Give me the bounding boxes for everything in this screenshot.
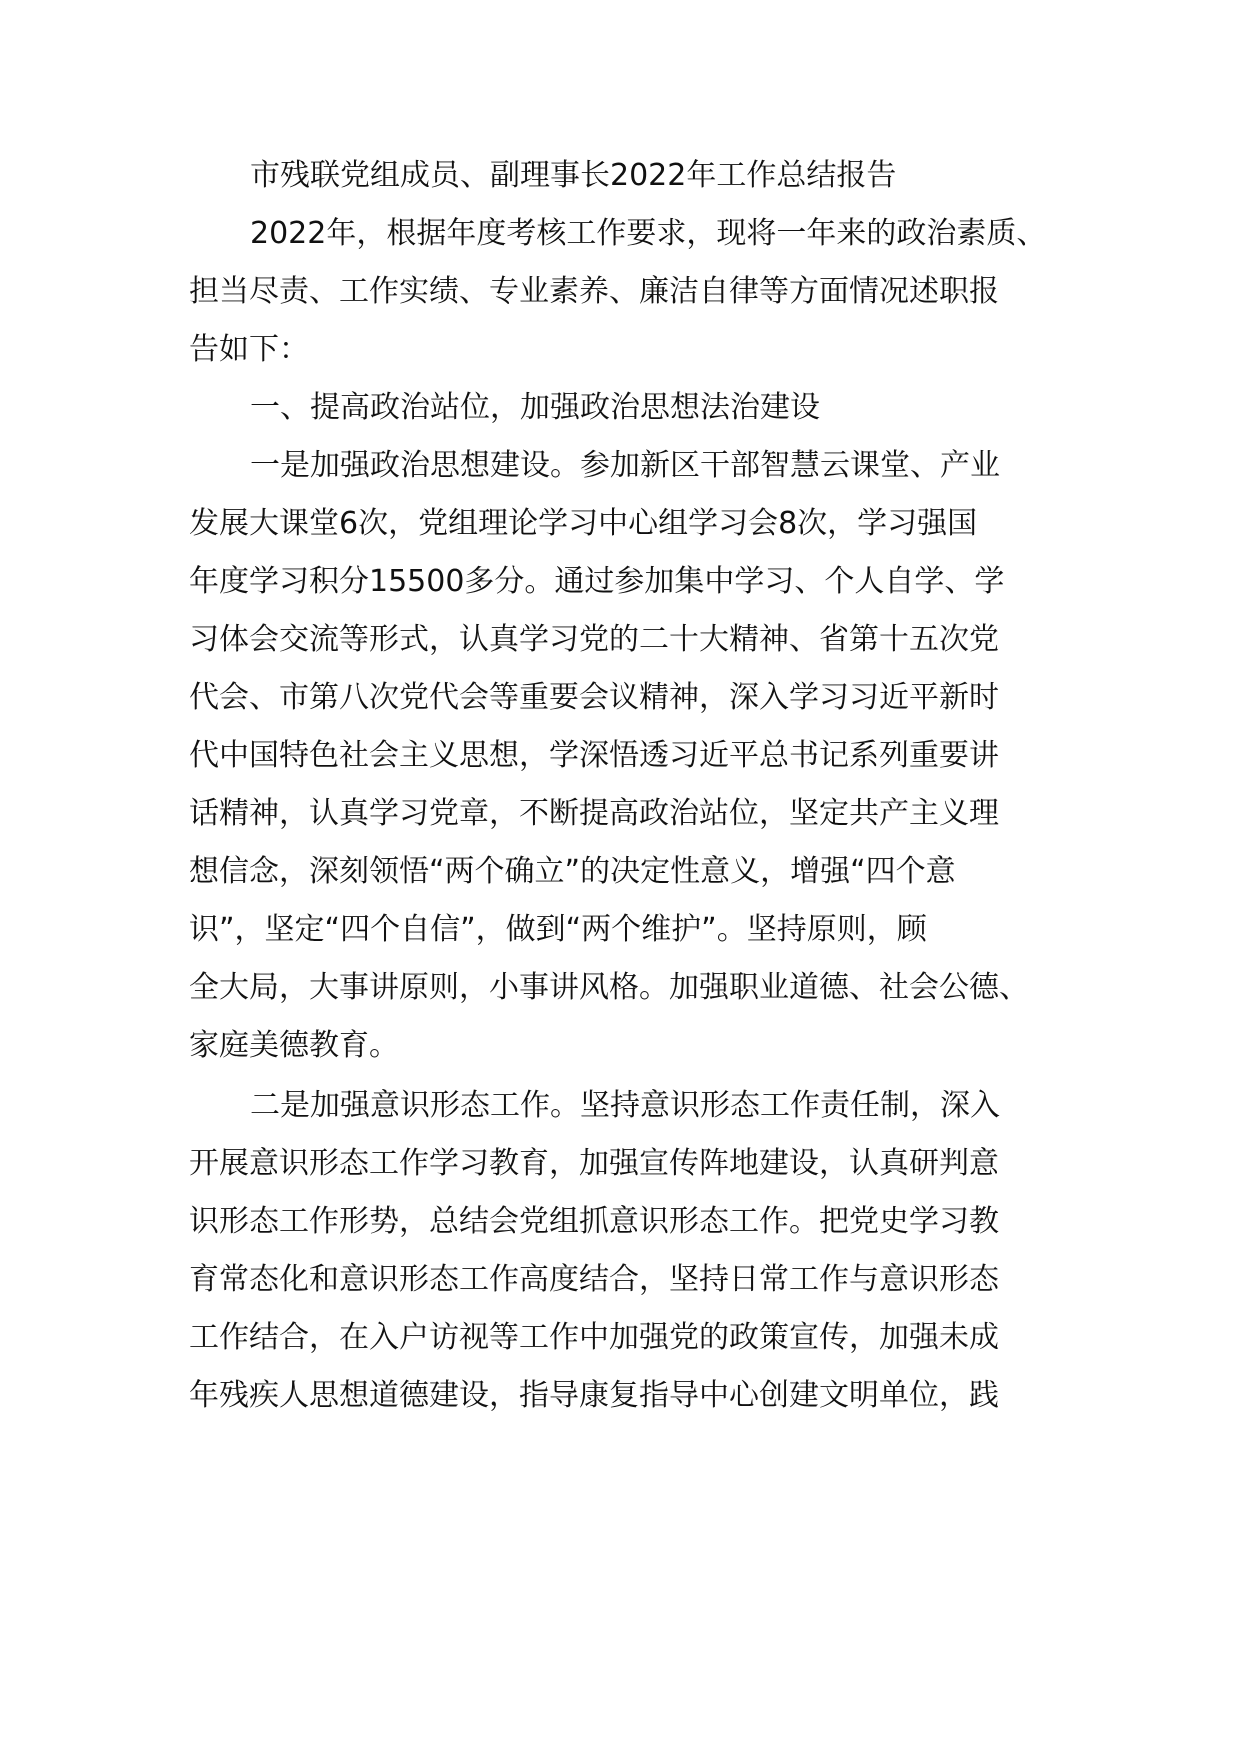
- paragraph-line: 发展大课堂6次，党组理论学习中心组学习会8次，学习强国: [189, 506, 978, 541]
- document-title: 市残联党组成员、副理事长2022年工作总结报告: [250, 158, 897, 193]
- paragraph-line: 代会、市第八次党代会等重要会议精神，深入学习习近平新时: [189, 680, 999, 715]
- paragraph-line: 年残疾人思想道德建设，指导康复指导中心创建文明单位，践: [189, 1378, 999, 1413]
- paragraph-line: 想信念，深刻领悟“两个确立”的决定性意义，增强“四个意: [189, 854, 956, 889]
- paragraph-line: 全大局，大事讲原则，小事讲风格。加强职业道德、社会公德、: [189, 970, 1029, 1005]
- paragraph-line: 担当尽责、工作实绩、专业素养、廉洁自律等方面情况述职报: [189, 274, 999, 309]
- paragraph-line: 习体会交流等形式，认真学习党的二十大精神、省第十五次党: [189, 622, 999, 657]
- paragraph-line: 二是加强意识形态工作。坚持意识形态工作责任制，深入: [250, 1088, 1000, 1123]
- paragraph-line: 告如下：: [189, 332, 309, 367]
- paragraph-line: 话精神，认真学习党章，不断提高政治站位，坚定共产主义理: [189, 796, 999, 831]
- paragraph-line: 年度学习积分15500多分。通过参加集中学习、个人自学、学: [189, 564, 1005, 599]
- paragraph-line: 开展意识形态工作学习教育，加强宣传阵地建设，认真研判意: [189, 1146, 999, 1181]
- section-heading: 一、提高政治站位，加强政治思想法治建设: [250, 390, 820, 425]
- paragraph-line: 工作结合，在入户访视等工作中加强党的政策宣传，加强未成: [189, 1320, 999, 1355]
- paragraph-line: 2022年，根据年度考核工作要求，现将一年来的政治素质、: [250, 216, 1047, 251]
- paragraph-line: 识”，坚定“四个自信”，做到“两个维护”。坚持原则，顾: [189, 912, 927, 947]
- paragraph-line: 家庭美德教育。: [189, 1028, 399, 1063]
- paragraph-line: 识形态工作形势，总结会党组抓意识形态工作。把党史学习教: [189, 1204, 999, 1239]
- paragraph-line: 一是加强政治思想建设。参加新区干部智慧云课堂、产业: [250, 448, 1000, 483]
- paragraph-line: 育常态化和意识形态工作高度结合，坚持日常工作与意识形态: [189, 1262, 999, 1297]
- paragraph-line: 代中国特色社会主义思想，学深悟透习近平总书记系列重要讲: [189, 738, 999, 773]
